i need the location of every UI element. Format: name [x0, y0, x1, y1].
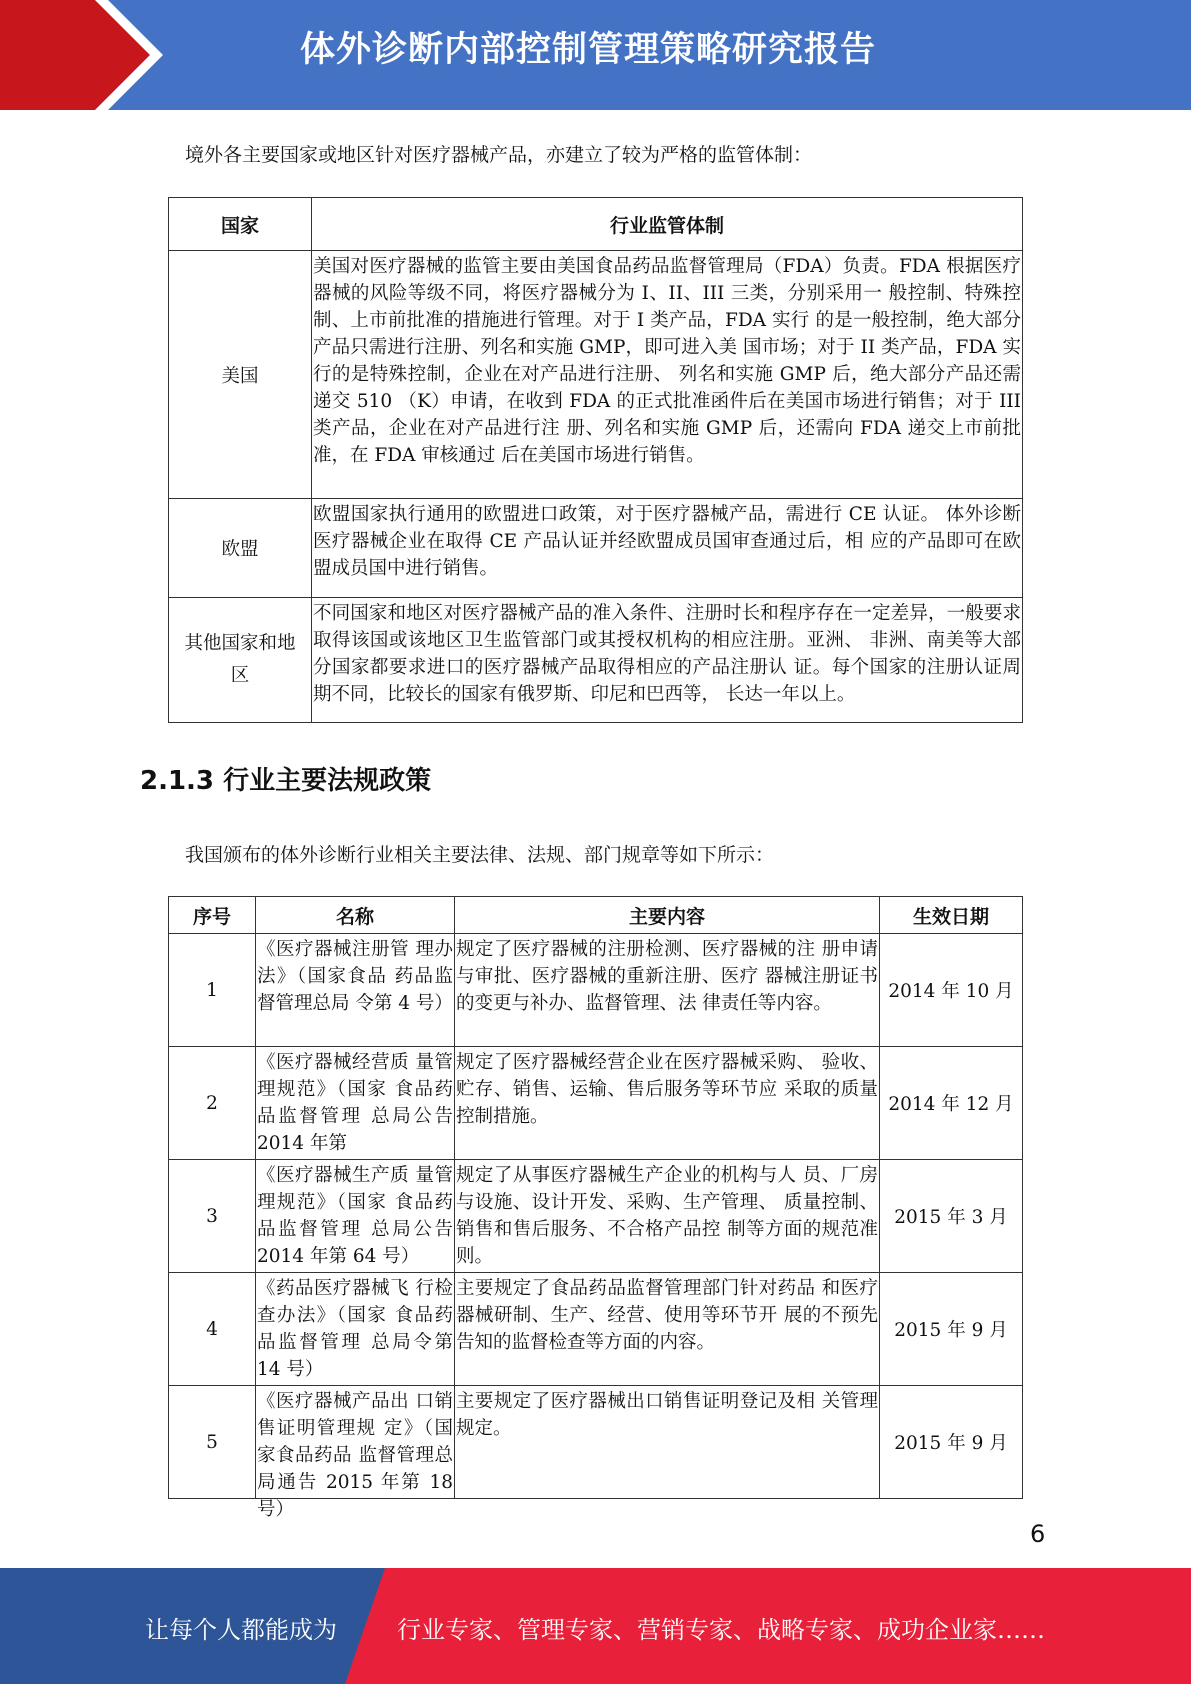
section-heading: 2.1.3 行业主要法规政策	[140, 766, 432, 796]
column-header-no: 序号	[169, 897, 256, 934]
table-row	[169, 1160, 1023, 1273]
date-cell: 2015 年 9 月	[880, 1273, 1023, 1386]
column-header-content: 主要内容	[455, 897, 880, 934]
date-cell: 2015 年 9 月	[880, 1386, 1023, 1499]
date-cell: 2015 年 3 月	[880, 1160, 1023, 1273]
report-title: 体外诊断内部控制管理策略研究报告	[300, 30, 877, 70]
regime-cell: 欧盟国家执行通用的欧盟进口政策，对于医疗器械产品，需进行 CE 认证。 体外诊断医疗器械企业在取得 CE 产品认证并经欧盟成员国审查通过后，相 应的产品即可在欧盟成员国中进行销售。	[312, 499, 1023, 598]
content-cell: 规定了医疗器械的注册检测、医疗器械的注 册申请与审批、医疗器械的重新注册、医疗 器械注册证书的变更与补办、监督管理、法 律责任等内容。	[455, 934, 880, 1047]
row-number: 3	[169, 1160, 256, 1273]
page-footer	[0, 1568, 1191, 1684]
date-cell: 2014 年 12 月	[880, 1047, 1023, 1160]
content-cell: 规定了从事医疗器械生产企业的机构与人 员、厂房与设施、设计开发、采购、生产管理、 质量控制、销售和售后服务、不合格产品控 制等方面的规范准则。	[455, 1160, 880, 1273]
intro-paragraph-2: 我国颁布的体外诊断行业相关主要法律、法规、部门规章等如下所示：	[185, 844, 775, 866]
table-row	[169, 1047, 1023, 1160]
name-text: 《药品医疗器械飞 行检查办法》（国家 食品药品监督管理 总局令第 14 号）	[257, 1278, 453, 1380]
table-row	[169, 499, 1023, 598]
column-header-name: 名称	[256, 897, 455, 934]
date-cell: 2014 年 10 月	[880, 934, 1023, 1047]
name-cell	[256, 1273, 455, 1386]
name-text: 《医疗器械注册管 理办法》（国家食品 药品监督管理总局 令第 4 号）	[257, 939, 453, 1014]
name-text: 《医疗器械生产质 量管理规范》（国家 食品药品监督管理 总局公告 2014 年第 64 号）	[257, 1165, 453, 1267]
table-header-row	[169, 897, 1023, 934]
name-cell	[256, 1386, 455, 1520]
table-row	[169, 598, 1023, 723]
table-row	[169, 934, 1023, 1047]
regulation-list-table	[168, 896, 1023, 1520]
country-cell: 欧盟	[169, 499, 312, 598]
column-header-country: 国家	[169, 198, 312, 251]
content-cell: 主要规定了医疗器械出口销售证明登记及相 关管理规定。	[455, 1386, 880, 1499]
table-row	[169, 251, 1023, 499]
table-header-row	[169, 198, 1023, 251]
page-header	[0, 0, 1191, 110]
column-header-regime: 行业监管体制	[312, 198, 1023, 251]
row-number: 5	[169, 1386, 256, 1499]
header-arrow-icon	[0, 0, 150, 110]
name-cell	[256, 1047, 455, 1160]
name-cell	[256, 1160, 455, 1273]
regime-cell: 美国对医疗器械的监管主要由美国食品药品监督管理局（FDA）负责。FDA 根据医疗器械的风险等级不同，将医疗器械分为 I、II、III 三类，分别采用一 般控制、特殊控制、上市前批准的措施进行管理。对于 I 类产品，FDA 实行 的是一般控制，绝大部分产品只需进行注册、列名和实施 GMP，即可进入美 国市场；对于 II 类产品，FDA 实行的是特殊控制，企业在对产品进行注册、 列名和实施 GMP 后，绝大部分产品还需递交 510 （K）申请，在收到 FDA 的正式批准函件后在美国市场进行销售；对于 III 类产品，企业在对产品进行注 册、列名和实施 GMP 后，还需向 FDA 递交上市前批准，在 FDA 审核通过 后在美国市场进行销售。	[312, 251, 1023, 499]
foreign-regulation-table	[168, 197, 1023, 723]
regime-cell	[312, 598, 1023, 723]
table-row	[169, 1273, 1023, 1386]
row-number: 4	[169, 1273, 256, 1386]
intro-paragraph-1: 境外各主要国家或地区针对医疗器械产品，亦建立了较为严格的监管体制：	[185, 144, 813, 166]
row-number: 2	[169, 1047, 256, 1160]
regime-text: 不同国家和地区对医疗器械产品的准入条件、注册时长和程序存在一定差异，一般要求取得该国或该地区卫生监管部门或其授权机构的相应注册。亚洲、 非洲、南美等大部分国家都要求进口的医疗器械产品取得相应的产品注册认 证。每个国家的注册认证周期不同，比较长的国家有俄罗斯、印尼和巴西等， 长达一年以上。	[313, 603, 1021, 705]
content-cell: 主要规定了食品药品监督管理部门针对药品 和医疗器械研制、生产、经营、使用等环节开 展的不预先告知的监督检查等方面的内容。	[455, 1273, 880, 1386]
table-row	[169, 1386, 1023, 1499]
country-cell: 美国	[169, 251, 312, 499]
name-text: 《医疗器械产品出 口销售证明管理规 定》（国家食品药品 监督管理总局通告 2015 年第 18 号）	[257, 1391, 453, 1520]
page-number: 6	[1030, 1520, 1046, 1548]
footer-slogan-left: 让每个人都能成为	[145, 1616, 337, 1644]
footer-slogan-right: 行业专家、管理专家、营销专家、战略专家、成功企业家……	[397, 1616, 1045, 1644]
name-text: 《医疗器械经营质 量管理规范》（国家 食品药品监督管理 总局公告 2014 年第	[257, 1052, 453, 1154]
name-cell	[256, 934, 455, 1047]
country-cell: 其他国家和地区	[169, 598, 312, 723]
column-header-date: 生效日期	[880, 897, 1023, 934]
content-cell: 规定了医疗器械经营企业在医疗器械采购、 验收、贮存、销售、运输、售后服务等环节应 采取的质量控制措施。	[455, 1047, 880, 1160]
row-number: 1	[169, 934, 256, 1047]
